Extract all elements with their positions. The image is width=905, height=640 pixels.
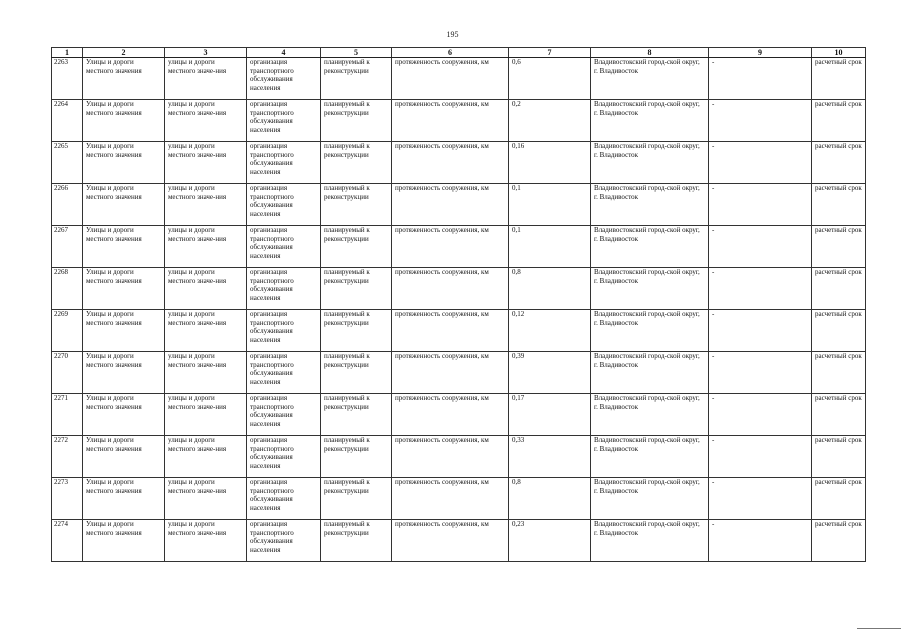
cell-col-value: 0,8	[509, 268, 591, 310]
cell-col-zone: -	[709, 100, 812, 142]
cell-col-value: 0,33	[509, 436, 591, 478]
cell-col-value: 0,23	[509, 520, 591, 562]
header-col-term: 10	[812, 48, 866, 58]
cell-col-zone: -	[709, 268, 812, 310]
cell-col-object-name: улицы и дороги местного значе-ния	[165, 436, 247, 478]
cell-col-location: Владивостокский город-ской округ, г. Владивосток	[591, 352, 709, 394]
header-col-status: 5	[321, 48, 392, 58]
cell-col-zone: -	[709, 394, 812, 436]
cell-col-zone: -	[709, 310, 812, 352]
cell-col-status: планируемый к реконструкции	[321, 520, 392, 562]
cell-col-number: 2269	[52, 310, 83, 352]
cell-col-location: Владивостокский город-ской округ, г. Владивосток	[591, 268, 709, 310]
cell-col-purpose: организация транспортного обслуживания населения	[247, 142, 321, 184]
table-row	[52, 226, 866, 268]
cell-col-purpose: организация транспортного обслуживания населения	[247, 310, 321, 352]
table-row	[52, 310, 866, 352]
cell-col-location: Владивостокский город-ской округ, г. Владивосток	[591, 226, 709, 268]
cell-col-object-name: улицы и дороги местного значе-ния	[165, 58, 247, 100]
cell-col-status: планируемый к реконструкции	[321, 268, 392, 310]
cell-col-zone: -	[709, 520, 812, 562]
cell-col-purpose: организация транспортного обслуживания населения	[247, 520, 321, 562]
cell-col-object-type: Улицы и дороги местного значения	[83, 268, 165, 310]
header-col-zone: 9	[709, 48, 812, 58]
header-col-object-name: 3	[165, 48, 247, 58]
header-col-location: 8	[591, 48, 709, 58]
cell-col-status: планируемый к реконструкции	[321, 100, 392, 142]
table-row	[52, 394, 866, 436]
cell-col-location: Владивостокский город-ской округ, г. Владивосток	[591, 394, 709, 436]
cell-col-term: расчетный срок	[812, 478, 866, 520]
table-row	[52, 184, 866, 226]
table-body	[52, 58, 866, 562]
cell-col-purpose: организация транспортного обслуживания населения	[247, 268, 321, 310]
table-row	[52, 478, 866, 520]
footer-rule	[857, 628, 901, 629]
table-row	[52, 58, 866, 100]
cell-col-term: расчетный срок	[812, 226, 866, 268]
cell-col-value: 0,2	[509, 100, 591, 142]
cell-col-status: планируемый к реконструкции	[321, 478, 392, 520]
cell-col-characteristic: протяженность сооружения, км	[392, 394, 509, 436]
cell-col-location: Владивостокский город-ской округ, г. Владивосток	[591, 436, 709, 478]
cell-col-object-name: улицы и дороги местного значе-ния	[165, 100, 247, 142]
cell-col-purpose: организация транспортного обслуживания населения	[247, 394, 321, 436]
cell-col-object-name: улицы и дороги местного значе-ния	[165, 352, 247, 394]
cell-col-characteristic: протяженность сооружения, км	[392, 478, 509, 520]
cell-col-term: расчетный срок	[812, 436, 866, 478]
cell-col-characteristic: протяженность сооружения, км	[392, 142, 509, 184]
cell-col-object-name: улицы и дороги местного значе-ния	[165, 184, 247, 226]
cell-col-zone: -	[709, 478, 812, 520]
header-col-object-type: 2	[83, 48, 165, 58]
cell-col-purpose: организация транспортного обслуживания населения	[247, 436, 321, 478]
cell-col-purpose: организация транспортного обслуживания населения	[247, 58, 321, 100]
cell-col-number: 2268	[52, 268, 83, 310]
table-row	[52, 100, 866, 142]
cell-col-object-type: Улицы и дороги местного значения	[83, 310, 165, 352]
cell-col-characteristic: протяженность сооружения, км	[392, 520, 509, 562]
cell-col-number: 2272	[52, 436, 83, 478]
cell-col-status: планируемый к реконструкции	[321, 142, 392, 184]
cell-col-zone: -	[709, 226, 812, 268]
table-row	[52, 352, 866, 394]
cell-col-purpose: организация транспортного обслуживания населения	[247, 352, 321, 394]
header-col-characteristic: 6	[392, 48, 509, 58]
cell-col-number: 2271	[52, 394, 83, 436]
table-row	[52, 268, 866, 310]
table-row	[52, 520, 866, 562]
table-row	[52, 142, 866, 184]
cell-col-number: 2274	[52, 520, 83, 562]
cell-col-number: 2267	[52, 226, 83, 268]
cell-col-number: 2273	[52, 478, 83, 520]
cell-col-object-type: Улицы и дороги местного значения	[83, 436, 165, 478]
cell-col-location: Владивостокский город-ской округ, г. Владивосток	[591, 100, 709, 142]
cell-col-location: Владивостокский город-ской округ, г. Владивосток	[591, 142, 709, 184]
cell-col-object-name: улицы и дороги местного значе-ния	[165, 268, 247, 310]
cell-col-object-type: Улицы и дороги местного значения	[83, 520, 165, 562]
cell-col-object-type: Улицы и дороги местного значения	[83, 58, 165, 100]
header-col-number: 1	[52, 48, 83, 58]
cell-col-purpose: организация транспортного обслуживания населения	[247, 184, 321, 226]
cell-col-characteristic: протяженность сооружения, км	[392, 100, 509, 142]
cell-col-term: расчетный срок	[812, 58, 866, 100]
cell-col-status: планируемый к реконструкции	[321, 58, 392, 100]
cell-col-term: расчетный срок	[812, 520, 866, 562]
cell-col-number: 2266	[52, 184, 83, 226]
cell-col-zone: -	[709, 58, 812, 100]
page-number: 195	[446, 30, 459, 39]
cell-col-value: 0,8	[509, 478, 591, 520]
cell-col-object-name: улицы и дороги местного значе-ния	[165, 226, 247, 268]
cell-col-characteristic: протяженность сооружения, км	[392, 268, 509, 310]
cell-col-location: Владивостокский город-ской округ, г. Владивосток	[591, 478, 709, 520]
cell-col-status: планируемый к реконструкции	[321, 226, 392, 268]
cell-col-term: расчетный срок	[812, 142, 866, 184]
register-table	[51, 47, 866, 562]
cell-col-location: Владивостокский город-ской округ, г. Владивосток	[591, 58, 709, 100]
cell-col-value: 0,6	[509, 58, 591, 100]
cell-col-status: планируемый к реконструкции	[321, 310, 392, 352]
cell-col-status: планируемый к реконструкции	[321, 394, 392, 436]
cell-col-term: расчетный срок	[812, 268, 866, 310]
cell-col-number: 2265	[52, 142, 83, 184]
cell-col-characteristic: протяженность сооружения, км	[392, 310, 509, 352]
header-col-purpose: 4	[247, 48, 321, 58]
cell-col-value: 0,1	[509, 226, 591, 268]
cell-col-term: расчетный срок	[812, 394, 866, 436]
cell-col-characteristic: протяженность сооружения, км	[392, 436, 509, 478]
cell-col-zone: -	[709, 142, 812, 184]
table-row	[52, 436, 866, 478]
cell-col-zone: -	[709, 352, 812, 394]
cell-col-object-type: Улицы и дороги местного значения	[83, 352, 165, 394]
header-row	[52, 48, 866, 58]
cell-col-object-name: улицы и дороги местного значе-ния	[165, 520, 247, 562]
cell-col-object-type: Улицы и дороги местного значения	[83, 142, 165, 184]
cell-col-characteristic: протяженность сооружения, км	[392, 352, 509, 394]
cell-col-status: планируемый к реконструкции	[321, 184, 392, 226]
cell-col-characteristic: протяженность сооружения, км	[392, 184, 509, 226]
cell-col-value: 0,39	[509, 352, 591, 394]
cell-col-number: 2264	[52, 100, 83, 142]
cell-col-purpose: организация транспортного обслуживания населения	[247, 100, 321, 142]
cell-col-object-name: улицы и дороги местного значе-ния	[165, 478, 247, 520]
cell-col-characteristic: протяженность сооружения, км	[392, 58, 509, 100]
cell-col-status: планируемый к реконструкции	[321, 436, 392, 478]
cell-col-purpose: организация транспортного обслуживания населения	[247, 226, 321, 268]
cell-col-location: Владивостокский город-ской округ, г. Владивосток	[591, 184, 709, 226]
cell-col-object-type: Улицы и дороги местного значения	[83, 478, 165, 520]
cell-col-object-type: Улицы и дороги местного значения	[83, 226, 165, 268]
cell-col-zone: -	[709, 184, 812, 226]
cell-col-object-name: улицы и дороги местного значе-ния	[165, 394, 247, 436]
cell-col-object-name: улицы и дороги местного значе-ния	[165, 142, 247, 184]
cell-col-term: расчетный срок	[812, 352, 866, 394]
cell-col-number: 2270	[52, 352, 83, 394]
cell-col-status: планируемый к реконструкции	[321, 352, 392, 394]
cell-col-number: 2263	[52, 58, 83, 100]
cell-col-term: расчетный срок	[812, 100, 866, 142]
cell-col-zone: -	[709, 436, 812, 478]
cell-col-term: расчетный срок	[812, 184, 866, 226]
cell-col-value: 0,12	[509, 310, 591, 352]
table-header	[52, 48, 866, 58]
cell-col-location: Владивостокский город-ской округ, г. Владивосток	[591, 310, 709, 352]
cell-col-object-type: Улицы и дороги местного значения	[83, 184, 165, 226]
cell-col-value: 0,1	[509, 184, 591, 226]
cell-col-value: 0,17	[509, 394, 591, 436]
cell-col-value: 0,16	[509, 142, 591, 184]
cell-col-object-name: улицы и дороги местного значе-ния	[165, 310, 247, 352]
cell-col-characteristic: протяженность сооружения, км	[392, 226, 509, 268]
cell-col-object-type: Улицы и дороги местного значения	[83, 100, 165, 142]
cell-col-object-type: Улицы и дороги местного значения	[83, 394, 165, 436]
cell-col-location: Владивостокский город-ской округ, г. Владивосток	[591, 520, 709, 562]
cell-col-purpose: организация транспортного обслуживания населения	[247, 478, 321, 520]
cell-col-term: расчетный срок	[812, 310, 866, 352]
header-col-value: 7	[509, 48, 591, 58]
